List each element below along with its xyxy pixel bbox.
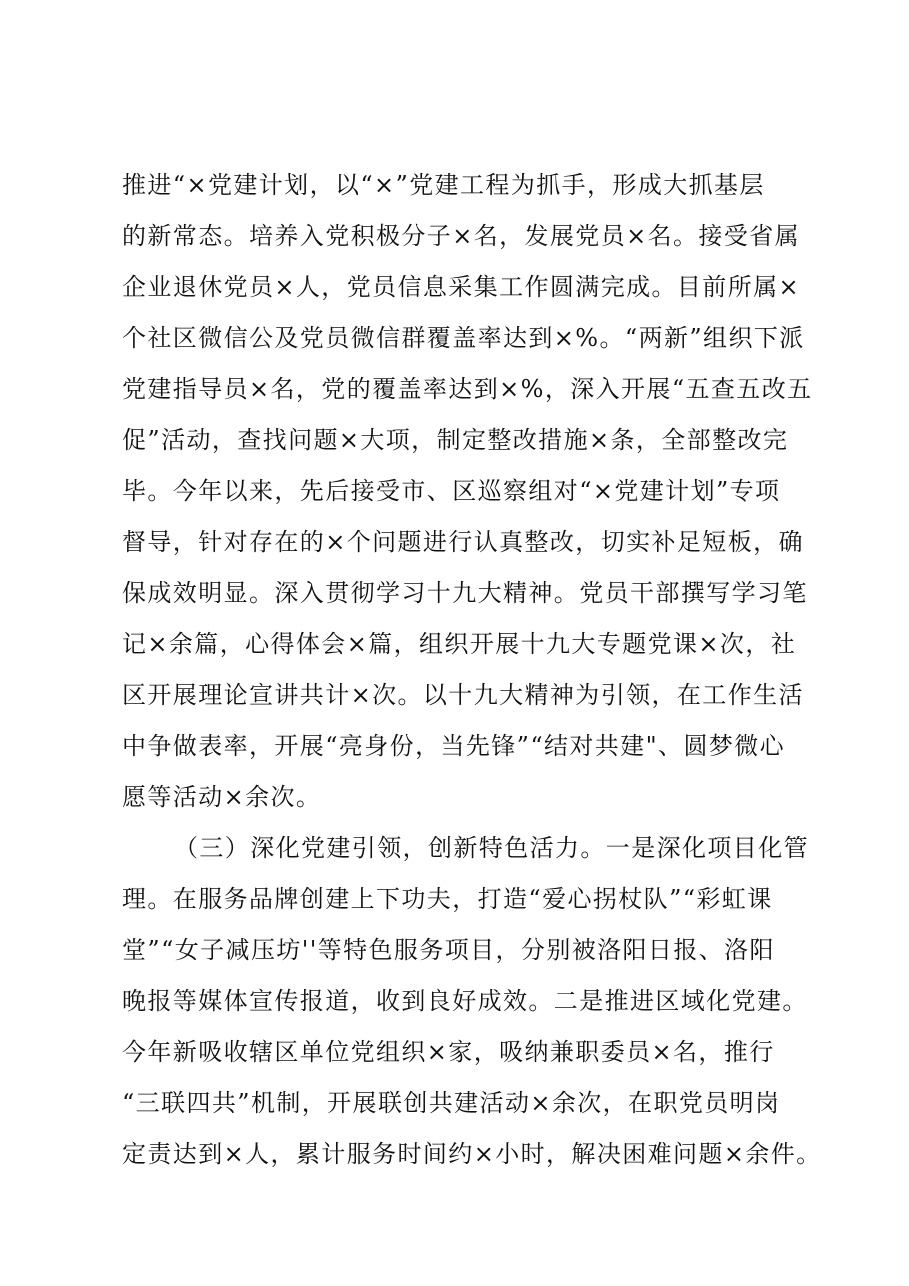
text-line: 愿等活动×余次。 bbox=[122, 783, 322, 811]
text-line: 保成效明显。深入贯彻学习十九大精神。党员干部撰写学习笔 bbox=[122, 579, 808, 607]
text-line: 个社区微信公及党员微信群覆盖率达到×%。“两新”组织下派 bbox=[122, 324, 805, 352]
text-line: 记×余篇，心得体会×篇，组织开展十九大专题党课×次，社 bbox=[122, 630, 797, 658]
text-line: 区开展理论宣讲共计×次。以十九大精神为引领，在工作生活 bbox=[122, 681, 804, 709]
text-line: 党建指导员×名，党的覆盖率达到×%，深入开展“五查五改五 bbox=[122, 375, 813, 403]
text-line: 堂”“女子减压坊''等特色服务项目，分别被洛阳日报、洛阳 bbox=[122, 936, 775, 964]
text-line: 中争做表率，开展“亮身份，当先锋”“结对共建"、圆梦微心 bbox=[122, 732, 786, 760]
text-line: “三联四共”机制，开展联创共建活动×余次，在职党员明岗 bbox=[122, 1089, 781, 1117]
section-heading-line: （三）深化党建引领，创新特色活力。一是深化项目化管 bbox=[174, 834, 809, 862]
text-line: 企业退休党员×人，党员信息采集工作圆满完成。目前所属× bbox=[122, 273, 801, 301]
text-line: 毕。今年以来，先后接受市、区巡察组对“×党建计划”专项 bbox=[122, 477, 781, 505]
text-line: 晚报等媒体宣传报道，收到良好成效。二是推进区域化党建。 bbox=[122, 987, 808, 1015]
text-line: 推进“×党建计划，以“×”党建工程为抓手，形成大抓基层 bbox=[122, 171, 765, 199]
text-line: 理。在服务品牌创建上下功夫，打造“爱心拐杖队”“彩虹课 bbox=[122, 885, 773, 913]
text-line: 促”活动，查找问题×大项，制定整改措施×条，全部整改完 bbox=[122, 426, 789, 454]
text-line: 的新常态。培养入党积极分子×名，发展党员×名。接受省属 bbox=[122, 222, 801, 250]
text-line: 定责达到×人，累计服务时间约×小时，解决困难问题×余件。 bbox=[122, 1140, 822, 1168]
text-line: 今年新吸收辖区单位党组织×家，吸纳兼职委员×名，推行 bbox=[122, 1038, 775, 1066]
text-line: 督导，针对存在的×个问题进行认真整改，切实补足短板，确 bbox=[122, 528, 804, 556]
